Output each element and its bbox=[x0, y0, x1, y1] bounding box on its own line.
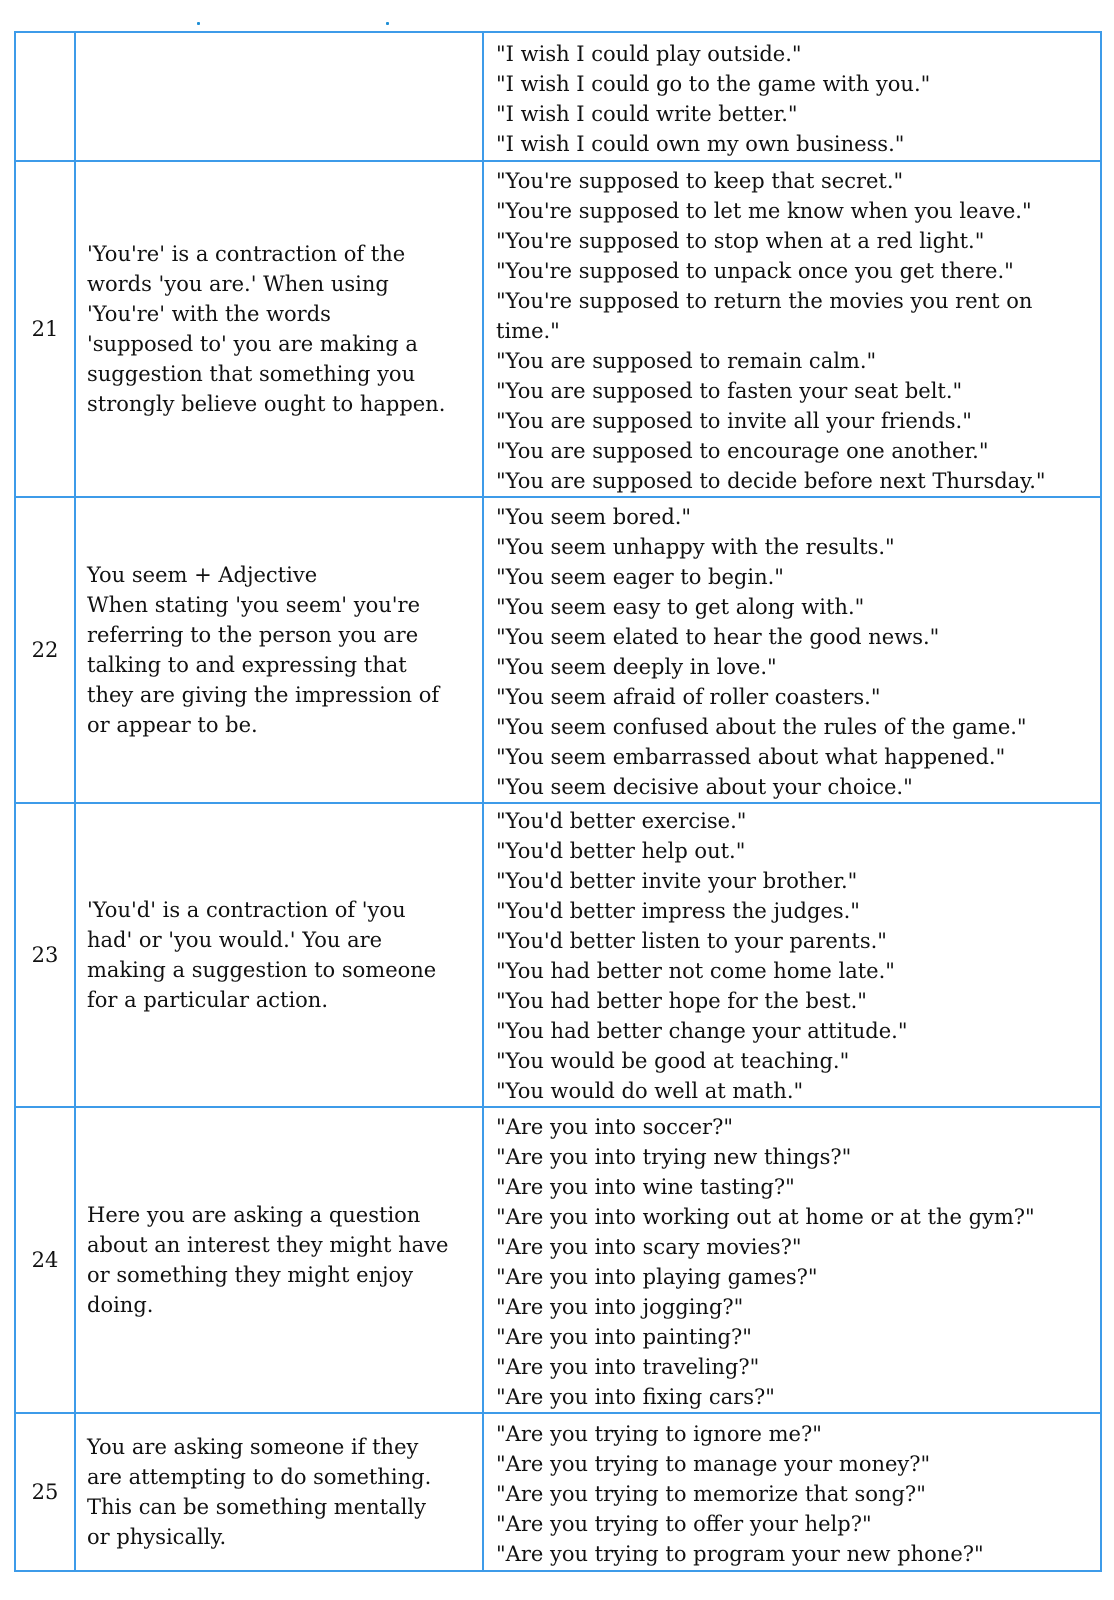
example-line: "You are supposed to decide before next Thursday." bbox=[496, 469, 1046, 493]
table-row bbox=[15, 161, 1101, 497]
table-row bbox=[15, 32, 1101, 161]
example-line: "You seem deeply in love." bbox=[496, 655, 777, 679]
top-mark bbox=[197, 22, 200, 25]
explanation-cell bbox=[75, 1107, 483, 1413]
example-line: "Are you into working out at home or at the gym?" bbox=[496, 1205, 1035, 1229]
explanation-text: 'You're' is a contraction of the words 'you are.' When using 'You're' with the words 'supposed to' you are making a suggestion that something you strongly believe ought to happen. bbox=[87, 242, 446, 416]
example-line: "Are you into fixing cars?" bbox=[496, 1385, 775, 1409]
explanation-cell bbox=[75, 497, 483, 803]
example-line: "You are supposed to encourage one another." bbox=[496, 439, 989, 463]
example-line: "Are you into trying new things?" bbox=[496, 1145, 852, 1169]
row-number: 21 bbox=[15, 161, 75, 497]
example-line: "You seem decisive about your choice." bbox=[496, 775, 913, 799]
row-number bbox=[15, 32, 75, 161]
examples-cell bbox=[483, 161, 1101, 497]
example-line: "You seem eager to begin." bbox=[496, 565, 784, 589]
example-line: "Are you into painting?" bbox=[496, 1325, 752, 1349]
example-line: "You'd better impress the judges." bbox=[496, 899, 860, 923]
example-line: "You seem afraid of roller coasters." bbox=[496, 685, 881, 709]
row-number: 24 bbox=[15, 1107, 75, 1413]
example-line: "You seem easy to get along with." bbox=[496, 595, 865, 619]
example-line: "Are you into wine tasting?" bbox=[496, 1175, 795, 1199]
example-line: "Are you trying to program your new phone?" bbox=[496, 1542, 984, 1566]
example-line: "You're supposed to let me know when you leave." bbox=[496, 199, 1032, 223]
explanation-cell bbox=[75, 1413, 483, 1571]
example-line: "You are supposed to fasten your seat belt." bbox=[496, 379, 963, 403]
example-line: "I wish I could play outside." bbox=[496, 41, 802, 66]
example-line: "You are supposed to invite all your friends." bbox=[496, 409, 972, 433]
example-line: "You seem elated to hear the good news." bbox=[496, 625, 940, 649]
top-mark bbox=[386, 22, 389, 25]
example-line: "Are you into jogging?" bbox=[496, 1295, 744, 1319]
examples-cell bbox=[483, 497, 1101, 803]
examples-cell bbox=[483, 1107, 1101, 1413]
explanation-text: Here you are asking a question about an interest they might have or something they might enjoy doing. bbox=[87, 1203, 449, 1317]
example-line: "You seem unhappy with the results." bbox=[496, 535, 895, 559]
top-edge-marks bbox=[0, 18, 1114, 30]
explanation-cell bbox=[75, 32, 483, 161]
table-row bbox=[15, 497, 1101, 803]
table-row bbox=[15, 1107, 1101, 1413]
explanation-cell bbox=[75, 161, 483, 497]
example-line: "You're supposed to return the movies you rent on bbox=[496, 289, 1033, 313]
example-line: "Are you trying to memorize that song?" bbox=[496, 1482, 926, 1506]
table-row bbox=[15, 803, 1101, 1107]
example-line: "Are you into playing games?" bbox=[496, 1265, 818, 1289]
example-line: "You would be good at teaching." bbox=[496, 1049, 850, 1073]
example-line: "You seem confused about the rules of the game." bbox=[496, 715, 1027, 739]
example-line: "You seem embarrassed about what happened." bbox=[496, 745, 1006, 769]
example-line: "You're supposed to keep that secret." bbox=[496, 169, 904, 193]
example-line: "Are you trying to offer your help?" bbox=[496, 1512, 872, 1536]
explanation-text: You seem + Adjective When stating 'you seem' you're referring to the person you are talking to and expressing that they are giving the impression of or appear to be. bbox=[87, 563, 440, 737]
example-line: "You seem bored." bbox=[496, 505, 692, 529]
example-line: "I wish I could go to the game with you." bbox=[496, 71, 931, 96]
row-number: 22 bbox=[15, 497, 75, 803]
example-line: "You had better change your attitude." bbox=[496, 1019, 908, 1043]
examples-cell bbox=[483, 32, 1101, 161]
example-line: "I wish I could own my own business." bbox=[496, 131, 905, 156]
example-line: "Are you into traveling?" bbox=[496, 1355, 760, 1379]
example-line: "You had better not come home late." bbox=[496, 959, 895, 983]
explanation-text: 'You'd' is a contraction of 'you had' or 'you would.' You are making a suggestion to someone for a particular action. bbox=[87, 898, 437, 1012]
row-number: 25 bbox=[15, 1413, 75, 1571]
table-row bbox=[15, 1413, 1101, 1571]
example-line: "You'd better invite your brother." bbox=[496, 869, 858, 893]
example-line: "I wish I could write better." bbox=[496, 101, 798, 126]
examples-cell bbox=[483, 1413, 1101, 1571]
example-line: "You'd better help out." bbox=[496, 839, 746, 863]
example-line: "You are supposed to remain calm." bbox=[496, 349, 877, 373]
example-line: "Are you trying to manage your money?" bbox=[496, 1452, 931, 1476]
explanation-cell bbox=[75, 803, 483, 1107]
example-line: "You'd better exercise." bbox=[496, 809, 747, 833]
example-line: time." bbox=[496, 319, 560, 343]
example-line: "Are you into soccer?" bbox=[496, 1115, 733, 1139]
phrase-table bbox=[14, 31, 1102, 1572]
row-number: 23 bbox=[15, 803, 75, 1107]
example-line: "You had better hope for the best." bbox=[496, 989, 867, 1013]
examples-cell bbox=[483, 803, 1101, 1107]
example-line: "You would do well at math." bbox=[496, 1079, 804, 1103]
example-line: "You're supposed to stop when at a red light." bbox=[496, 229, 985, 253]
example-line: "Are you into scary movies?" bbox=[496, 1235, 802, 1259]
explanation-text: You are asking someone if they are attempting to do something. This can be something mentally or physically. bbox=[87, 1435, 432, 1549]
example-line: "You're supposed to unpack once you get there." bbox=[496, 259, 1014, 283]
example-line: "You'd better listen to your parents." bbox=[496, 929, 887, 953]
example-line: "Are you trying to ignore me?" bbox=[496, 1422, 822, 1446]
